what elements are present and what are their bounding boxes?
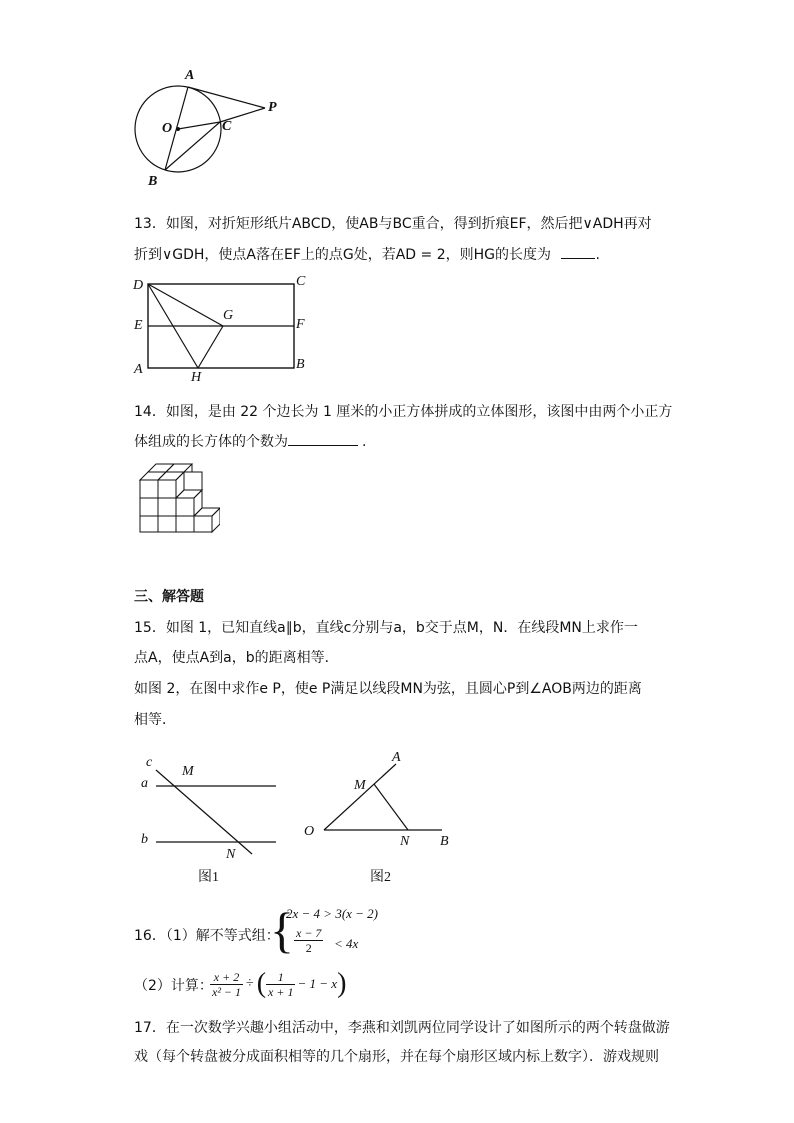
q16-part2-label: （2）计算：: [134, 978, 213, 994]
label-m-fig2: M: [354, 778, 366, 793]
expr-frac2: [266, 970, 295, 999]
label-b-rect: B: [296, 357, 305, 372]
ineq2-den: 2: [305, 941, 312, 955]
label-c: C: [222, 119, 232, 134]
inequality-2-fraction: [294, 926, 323, 955]
label-h: H: [191, 370, 202, 385]
label-m-fig1: M: [182, 764, 194, 779]
frac2-num: 1: [266, 970, 295, 985]
cube-stack-svg: [138, 458, 220, 534]
frac1-num: x + 2: [210, 970, 243, 985]
rectangle-fold-figure: [128, 274, 318, 390]
ray-oa: [324, 764, 396, 830]
label-b: B: [148, 174, 158, 189]
label-c-line: c: [146, 755, 153, 770]
tangent-pa: [188, 87, 265, 108]
inequality-1: 2x − 4 > 3(x − 2): [286, 906, 379, 921]
label-b-fig2: B: [440, 834, 449, 849]
label-d: D: [133, 278, 144, 293]
label-a-line: a: [141, 776, 148, 791]
center-dot: [176, 127, 180, 131]
segment-dg: [148, 284, 223, 326]
q15-line2: 点A，使点A到a，b的距离相等．: [134, 650, 339, 666]
system-brace: {: [270, 902, 294, 958]
angle-aob-figure: [300, 748, 460, 888]
inequality-system: [270, 902, 390, 964]
label-e: E: [134, 318, 143, 333]
label-p: P: [268, 100, 277, 115]
label-f: F: [296, 317, 305, 332]
rectangle-fold-svg: [128, 274, 318, 390]
label-o-fig2: O: [304, 824, 315, 839]
ineq2-num: x − 7: [296, 926, 322, 940]
circle-tangent-figure: [125, 66, 295, 196]
q14-line2-end: .: [362, 434, 367, 450]
paren-open: (: [256, 968, 267, 999]
frac1-den: x² − 1: [212, 984, 242, 999]
q14-line1: 14．如图，是由 22 个边长为 1 厘米的小正方体拼成的立体图形，该图中由两个小正方: [134, 404, 673, 420]
segment-gh: [198, 326, 223, 368]
inequality-2-rest: < 4x: [334, 936, 359, 951]
paren-close: ): [337, 968, 347, 999]
q14-line2: [134, 431, 366, 452]
expression-part2: [210, 966, 346, 1002]
caption-fig1: 图1: [198, 870, 219, 885]
q13-line2: [134, 244, 600, 265]
label-a-fig2: A: [392, 750, 401, 765]
angle-aob-svg: [300, 748, 460, 858]
q14-answer-blank[interactable]: [288, 431, 358, 446]
label-g: G: [223, 308, 234, 323]
label-a-rect: A: [134, 362, 143, 377]
q15-line1: 15．如图 1，已知直线a∥b，直线c分别与a，b交于点M，N．在线段MN上求作一: [134, 620, 638, 636]
segment-mn: [374, 784, 408, 830]
label-b-line: b: [141, 832, 148, 847]
q13-answer-blank[interactable]: [561, 244, 595, 259]
q17-line2: 戏（每个转盘被分成面积相等的几个扇形，并在每个扇形区域内标上数字）．游戏规则: [134, 1049, 659, 1065]
label-a: A: [185, 68, 195, 83]
q14-line2-text: 体组成的长方体的个数为: [134, 434, 288, 450]
q15-line3: 如图 2，在图中求作e P，使e P满足以线段MN为弦，且圆心P到∠AOB两边的距离: [134, 681, 642, 697]
q16-part1-label: 16．（1）解不等式组：: [134, 928, 280, 944]
label-n-fig1: N: [226, 847, 236, 862]
frac2-den: x + 1: [268, 984, 294, 999]
parallel-lines-figure: [136, 752, 286, 888]
q13-line1: 13．如图，对折矩形纸片ABCD，使AB与BC重合，得到折痕EF，然后把∨ADH再对: [134, 216, 652, 232]
label-c-rect: C: [296, 274, 306, 289]
label-o: O: [162, 121, 173, 136]
q17-line1: 17．在一次数学兴趣小组活动中，李燕和刘凯两位同学设计了如图所示的两个转盘做游: [134, 1020, 670, 1036]
label-n-fig2: N: [400, 834, 410, 849]
q13-line2-text: 折到∨GDH，使点A落在EF上的点G处，若AD = 2，则HG的长度为: [134, 247, 551, 263]
cube-stack-figure: [138, 458, 220, 534]
caption-fig2: 图2: [370, 870, 391, 885]
section-3-heading: 三、解答题: [134, 589, 204, 605]
chord-bc: [165, 122, 220, 170]
expr-frac1: [210, 970, 243, 999]
q13-line2-end: .: [595, 247, 600, 263]
q15-line4: 相等．: [134, 712, 176, 728]
division-sign: ÷: [246, 976, 254, 991]
expr-rest: − 1 − x: [297, 976, 338, 991]
parallel-lines-svg: [136, 752, 286, 862]
